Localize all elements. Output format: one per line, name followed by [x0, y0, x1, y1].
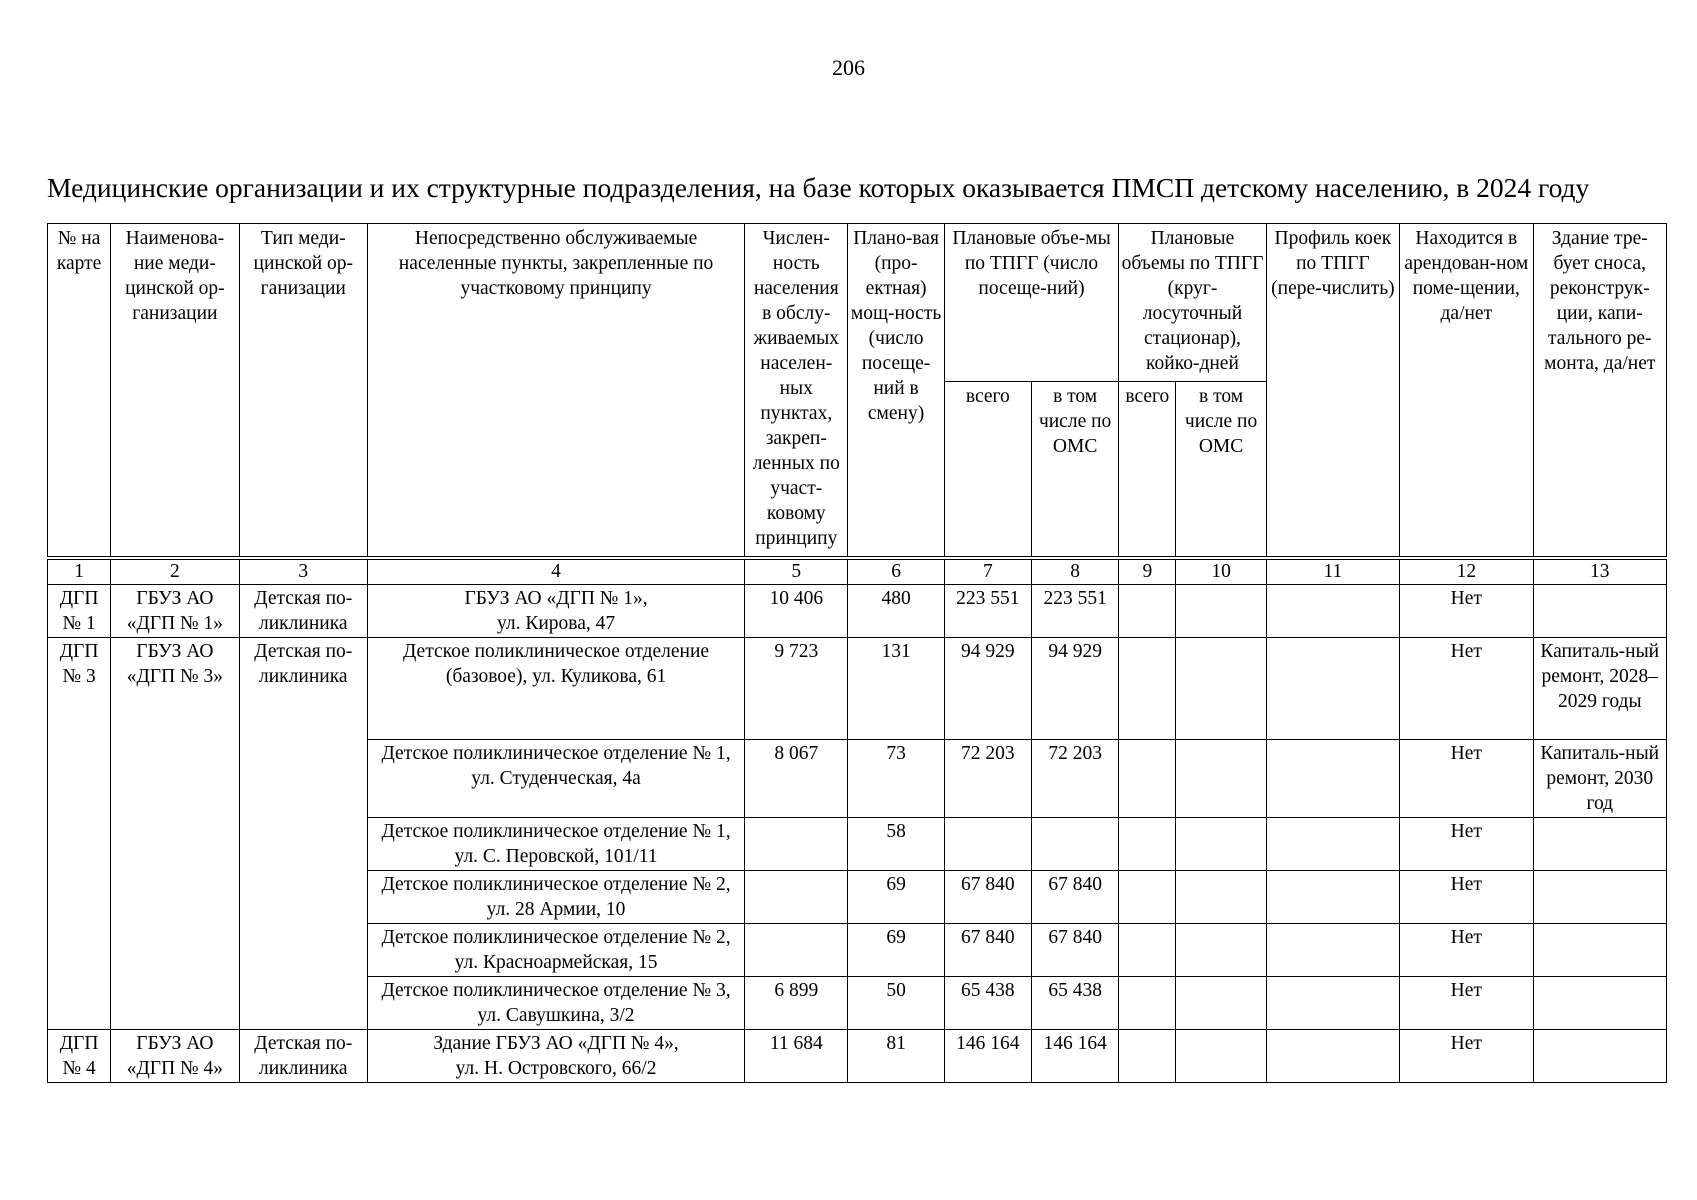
cell-visits-oms: 223 551	[1031, 584, 1118, 637]
cell-capacity: 131	[848, 637, 944, 739]
cell-org-name: ГБУЗ АО «ДГП № 4»	[111, 1029, 239, 1082]
cell-beds-total	[1119, 817, 1176, 870]
header-bed-days: Плановые объемы по ТПГГ (круг-лосуточный стационар), койко-дней	[1119, 224, 1266, 382]
cell-map-number: ДГП № 3	[48, 637, 111, 1029]
cell-beds-oms	[1176, 739, 1266, 817]
cell-unit: Детское поликлиническое отделение № 3, ул. Савушкина, 3/2	[367, 976, 744, 1029]
cell-visits-oms: 67 840	[1031, 923, 1118, 976]
cell-rebuild: Капиталь-ный ремонт, 2030 год	[1533, 739, 1666, 817]
cell-unit: Детское поликлиническое отделение (базовое), ул. Куликова, 61	[367, 637, 744, 739]
header-visits-total: всего	[944, 382, 1031, 558]
cell-bed-profile	[1266, 976, 1399, 1029]
cell-rented: Нет	[1400, 870, 1533, 923]
header-visit-volumes: Плановые объе-мы по ТПГГ (число посеще-ний)	[944, 224, 1119, 382]
cell-bed-profile	[1266, 637, 1399, 739]
cell-rebuild	[1533, 817, 1666, 870]
cell-rebuild	[1533, 870, 1666, 923]
cell-unit: Детское поликлиническое отделение № 1, ул. С. Перовской, 101/11	[367, 817, 744, 870]
cell-visits-oms	[1031, 817, 1118, 870]
cell-beds-oms	[1176, 923, 1266, 976]
cell-rebuild	[1533, 584, 1666, 637]
cell-org-type: Детская по-ликлиника	[239, 1029, 367, 1082]
table-row	[48, 1029, 1667, 1082]
cell-unit: Детское поликлиническое отделение № 2, ул. 28 Армии, 10	[367, 870, 744, 923]
cell-visits-oms: 65 438	[1031, 976, 1118, 1029]
cell-bed-profile	[1266, 584, 1399, 637]
header-map-number: № на карте	[48, 224, 111, 558]
cell-visits-total: 94 929	[944, 637, 1031, 739]
column-number: 5	[745, 558, 848, 585]
cell-bed-profile	[1266, 923, 1399, 976]
cell-capacity: 58	[848, 817, 944, 870]
cell-capacity: 73	[848, 739, 944, 817]
cell-population	[745, 870, 848, 923]
cell-rented: Нет	[1400, 584, 1533, 637]
cell-rented: Нет	[1400, 817, 1533, 870]
cell-visits-total: 67 840	[944, 923, 1031, 976]
cell-beds-oms	[1176, 870, 1266, 923]
column-number: 13	[1533, 558, 1666, 585]
cell-beds-oms	[1176, 637, 1266, 739]
cell-population	[745, 923, 848, 976]
cell-capacity: 480	[848, 584, 944, 637]
cell-beds-total	[1119, 739, 1176, 817]
cell-population: 8 067	[745, 739, 848, 817]
cell-visits-total: 67 840	[944, 870, 1031, 923]
cell-org-name: ГБУЗ АО «ДГП № 1»	[111, 584, 239, 637]
header-org-name: Наименова-ние меди-цинской ор-ганизации	[111, 224, 239, 558]
organizations-table	[47, 223, 1667, 1083]
cell-visits-total: 146 164	[944, 1029, 1031, 1082]
header-rebuild: Здание тре-бует сноса, реконструк-ции, капи-тального ре-монта, да/нет	[1533, 224, 1666, 558]
table-row	[48, 637, 1667, 739]
header-population: Числен-ность населения в обслу-живаемых населен-ных пунктах, закреп-ленных по участ-ковому принципу	[745, 224, 848, 558]
header-served-localities: Непосредственно обслуживаемые населенные пункты, закрепленные по участковому принципу	[367, 224, 744, 558]
cell-bed-profile	[1266, 739, 1399, 817]
column-number: 7	[944, 558, 1031, 585]
cell-beds-total	[1119, 584, 1176, 637]
cell-visits-oms: 94 929	[1031, 637, 1118, 739]
cell-unit: Детское поликлиническое отделение № 1, ул. Студенческая, 4а	[367, 739, 744, 817]
column-number: 6	[848, 558, 944, 585]
header-visits-oms: в том числе по ОМС	[1031, 382, 1118, 558]
cell-visits-oms: 146 164	[1031, 1029, 1118, 1082]
cell-rented: Нет	[1400, 976, 1533, 1029]
cell-capacity: 69	[848, 870, 944, 923]
header-beds-oms: в том числе по ОМС	[1176, 382, 1266, 558]
cell-capacity: 69	[848, 923, 944, 976]
cell-visits-oms: 72 203	[1031, 739, 1118, 817]
cell-unit: Здание ГБУЗ АО «ДГП № 4», ул. Н. Островского, 66/2	[367, 1029, 744, 1082]
header-rented: Находится в арендован-ном поме-щении, да/нет	[1400, 224, 1533, 558]
cell-rented: Нет	[1400, 637, 1533, 739]
cell-unit: Детское поликлиническое отделение № 2, ул. Красноармейская, 15	[367, 923, 744, 976]
column-number: 3	[239, 558, 367, 585]
cell-visits-total: 65 438	[944, 976, 1031, 1029]
column-numbers-row	[48, 558, 1667, 585]
column-number: 9	[1119, 558, 1176, 585]
cell-beds-total	[1119, 870, 1176, 923]
cell-bed-profile	[1266, 817, 1399, 870]
cell-capacity: 50	[848, 976, 944, 1029]
cell-visits-total	[944, 817, 1031, 870]
cell-population: 10 406	[745, 584, 848, 637]
cell-beds-oms	[1176, 976, 1266, 1029]
cell-visits-total: 72 203	[944, 739, 1031, 817]
page-number: 206	[832, 55, 865, 80]
header-bed-profile: Профиль коек по ТПГГ (пере-числить)	[1266, 224, 1399, 558]
column-number: 8	[1031, 558, 1118, 585]
cell-map-number: ДГП № 1	[48, 584, 111, 637]
cell-visits-total: 223 551	[944, 584, 1031, 637]
cell-population: 11 684	[745, 1029, 848, 1082]
column-number: 2	[111, 558, 239, 585]
cell-capacity: 81	[848, 1029, 944, 1082]
cell-rebuild	[1533, 1029, 1666, 1082]
column-number: 10	[1176, 558, 1266, 585]
table-row	[48, 584, 1667, 637]
column-number: 12	[1400, 558, 1533, 585]
cell-bed-profile	[1266, 1029, 1399, 1082]
cell-rented: Нет	[1400, 739, 1533, 817]
cell-unit: ГБУЗ АО «ДГП № 1», ул. Кирова, 47	[367, 584, 744, 637]
cell-beds-total	[1119, 923, 1176, 976]
column-number: 4	[367, 558, 744, 585]
cell-visits-oms: 67 840	[1031, 870, 1118, 923]
cell-rebuild	[1533, 976, 1666, 1029]
cell-beds-total	[1119, 637, 1176, 739]
cell-population: 9 723	[745, 637, 848, 739]
cell-beds-oms	[1176, 1029, 1266, 1082]
cell-beds-total	[1119, 1029, 1176, 1082]
cell-beds-oms	[1176, 817, 1266, 870]
cell-rented: Нет	[1400, 923, 1533, 976]
cell-map-number: ДГП № 4	[48, 1029, 111, 1082]
column-number: 11	[1266, 558, 1399, 585]
document-title: Медицинские организации и их структурные подразделения, на базе которых оказывается ПМСП детскому населению, в 2024 году	[47, 172, 1590, 203]
cell-org-name: ГБУЗ АО «ДГП № 3»	[111, 637, 239, 1029]
cell-population	[745, 817, 848, 870]
cell-rented: Нет	[1400, 1029, 1533, 1082]
cell-org-type: Детская по-ликлиника	[239, 584, 367, 637]
cell-beds-oms	[1176, 584, 1266, 637]
header-beds-total: всего	[1119, 382, 1176, 558]
cell-population: 6 899	[745, 976, 848, 1029]
header-org-type: Тип меди-цинской ор-ганизации	[239, 224, 367, 558]
cell-bed-profile	[1266, 870, 1399, 923]
column-number: 1	[48, 558, 111, 585]
cell-beds-total	[1119, 976, 1176, 1029]
cell-rebuild: Капиталь-ный ремонт, 2028–2029 годы	[1533, 637, 1666, 739]
cell-org-type: Детская по-ликлиника	[239, 637, 367, 1029]
header-capacity: Плано-вая (про-ектная) мощ-ность (число посеще-ний в смену)	[848, 224, 944, 558]
cell-rebuild	[1533, 923, 1666, 976]
